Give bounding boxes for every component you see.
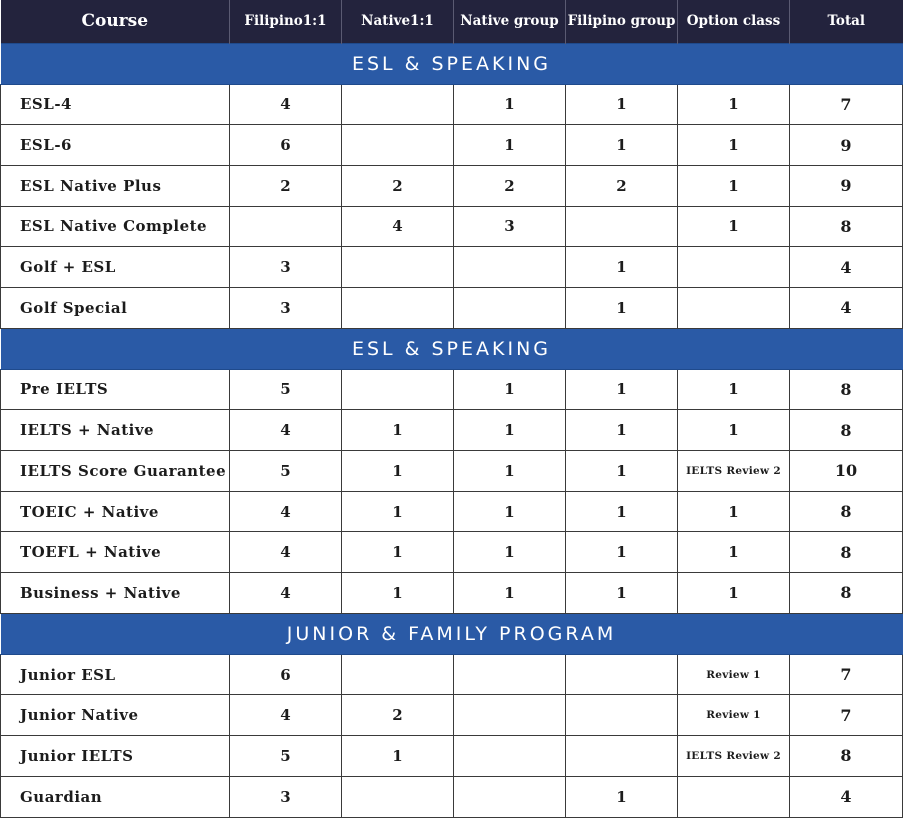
filipino-group-cell <box>566 654 678 695</box>
header-total: Total <box>790 0 903 43</box>
native-group-cell: 1 <box>454 125 566 166</box>
total-cell: 4 <box>790 247 903 288</box>
total-cell: 9 <box>790 125 903 166</box>
native-group-cell <box>454 654 566 695</box>
filipino-1-1-cell: 4 <box>230 84 342 125</box>
filipino-1-1-cell: 6 <box>230 654 342 695</box>
course-name: Golf Special <box>1 287 230 328</box>
header-filipino-1-1: Filipino1:1 <box>230 0 342 43</box>
native-group-cell: 1 <box>454 451 566 492</box>
table-row <box>1 247 903 288</box>
native-1-1-cell: 1 <box>342 410 454 451</box>
native-1-1-cell <box>342 654 454 695</box>
table-row <box>1 206 903 247</box>
total-cell: 9 <box>790 165 903 206</box>
table-row <box>1 369 903 410</box>
course-name: ESL-6 <box>1 125 230 166</box>
native-group-cell: 3 <box>454 206 566 247</box>
option-class-cell: Review 1 <box>678 695 790 736</box>
table-row <box>1 410 903 451</box>
option-class-cell <box>678 247 790 288</box>
filipino-1-1-cell: 3 <box>230 247 342 288</box>
filipino-1-1-cell: 4 <box>230 695 342 736</box>
option-class-cell: IELTS Review 2 <box>678 736 790 777</box>
course-name: Guardian <box>1 776 230 817</box>
native-1-1-cell: 1 <box>342 451 454 492</box>
filipino-group-cell: 1 <box>566 125 678 166</box>
option-class-cell <box>678 776 790 817</box>
header-option-class: Option class <box>678 0 790 43</box>
filipino-1-1-cell: 5 <box>230 369 342 410</box>
filipino-group-cell: 1 <box>566 776 678 817</box>
table-row <box>1 736 903 777</box>
course-name: IELTS + Native <box>1 410 230 451</box>
course-name: Pre IELTS <box>1 369 230 410</box>
filipino-group-cell <box>566 695 678 736</box>
table-row <box>1 695 903 736</box>
course-name: Junior Native <box>1 695 230 736</box>
section-title: ESL & SPEAKING <box>1 328 903 369</box>
native-group-cell <box>454 695 566 736</box>
table-row <box>1 125 903 166</box>
native-group-cell: 1 <box>454 491 566 532</box>
filipino-group-cell: 1 <box>566 369 678 410</box>
filipino-1-1-cell: 4 <box>230 532 342 573</box>
header-native-group: Native group <box>454 0 566 43</box>
header-course: Course <box>1 0 230 43</box>
total-cell: 7 <box>790 84 903 125</box>
filipino-1-1-cell: 5 <box>230 451 342 492</box>
table-row <box>1 451 903 492</box>
table-row <box>1 491 903 532</box>
filipino-group-cell: 1 <box>566 532 678 573</box>
course-name: IELTS Score Guarantee <box>1 451 230 492</box>
course-name: Golf + ESL <box>1 247 230 288</box>
option-class-cell <box>678 287 790 328</box>
table-row <box>1 532 903 573</box>
filipino-group-cell: 1 <box>566 287 678 328</box>
filipino-1-1-cell: 4 <box>230 410 342 451</box>
native-group-cell: 1 <box>454 369 566 410</box>
native-1-1-cell <box>342 369 454 410</box>
native-group-cell <box>454 247 566 288</box>
course-name: Junior ESL <box>1 654 230 695</box>
filipino-1-1-cell: 2 <box>230 165 342 206</box>
native-1-1-cell: 1 <box>342 573 454 614</box>
section-title: ESL & SPEAKING <box>1 43 903 84</box>
table-row <box>1 165 903 206</box>
option-class-cell: 1 <box>678 165 790 206</box>
course-name: ESL Native Complete <box>1 206 230 247</box>
filipino-1-1-cell: 4 <box>230 573 342 614</box>
native-group-cell <box>454 736 566 777</box>
native-group-cell <box>454 776 566 817</box>
total-cell: 7 <box>790 654 903 695</box>
course-name: Business + Native <box>1 573 230 614</box>
option-class-cell: 1 <box>678 125 790 166</box>
total-cell: 7 <box>790 695 903 736</box>
native-1-1-cell: 4 <box>342 206 454 247</box>
section-header-row <box>1 328 903 369</box>
table-row <box>1 776 903 817</box>
option-class-cell: 1 <box>678 206 790 247</box>
filipino-1-1-cell: 3 <box>230 776 342 817</box>
section-header-row <box>1 613 903 654</box>
option-class-cell: 1 <box>678 369 790 410</box>
table-row <box>1 573 903 614</box>
course-name: ESL Native Plus <box>1 165 230 206</box>
filipino-group-cell: 1 <box>566 84 678 125</box>
native-group-cell <box>454 287 566 328</box>
native-1-1-cell: 2 <box>342 165 454 206</box>
header-native-1-1: Native1:1 <box>342 0 454 43</box>
total-cell: 4 <box>790 776 903 817</box>
option-class-cell: 1 <box>678 573 790 614</box>
filipino-1-1-cell: 4 <box>230 491 342 532</box>
option-class-cell: 1 <box>678 410 790 451</box>
table-row <box>1 84 903 125</box>
native-1-1-cell: 1 <box>342 736 454 777</box>
total-cell: 10 <box>790 451 903 492</box>
course-name: TOEFL + Native <box>1 532 230 573</box>
option-class-cell: 1 <box>678 84 790 125</box>
table-header <box>1 0 903 43</box>
option-class-cell: IELTS Review 2 <box>678 451 790 492</box>
filipino-1-1-cell: 3 <box>230 287 342 328</box>
total-cell: 8 <box>790 206 903 247</box>
filipino-group-cell: 1 <box>566 573 678 614</box>
filipino-1-1-cell <box>230 206 342 247</box>
filipino-1-1-cell: 5 <box>230 736 342 777</box>
total-cell: 8 <box>790 736 903 777</box>
native-group-cell: 1 <box>454 410 566 451</box>
filipino-group-cell <box>566 206 678 247</box>
filipino-group-cell: 1 <box>566 247 678 288</box>
total-cell: 8 <box>790 491 903 532</box>
section-title: JUNIOR & FAMILY PROGRAM <box>1 613 903 654</box>
option-class-cell: 1 <box>678 491 790 532</box>
native-group-cell: 1 <box>454 532 566 573</box>
filipino-1-1-cell: 6 <box>230 125 342 166</box>
total-cell: 8 <box>790 532 903 573</box>
native-1-1-cell <box>342 84 454 125</box>
section-header-row <box>1 43 903 84</box>
total-cell: 4 <box>790 287 903 328</box>
table-body <box>1 43 903 817</box>
native-group-cell: 2 <box>454 165 566 206</box>
native-1-1-cell: 1 <box>342 491 454 532</box>
native-group-cell: 1 <box>454 573 566 614</box>
course-name: ESL-4 <box>1 84 230 125</box>
course-name: Junior IELTS <box>1 736 230 777</box>
filipino-group-cell: 1 <box>566 410 678 451</box>
table-row <box>1 287 903 328</box>
filipino-group-cell: 1 <box>566 451 678 492</box>
total-cell: 8 <box>790 410 903 451</box>
native-1-1-cell <box>342 287 454 328</box>
native-group-cell: 1 <box>454 84 566 125</box>
filipino-group-cell: 2 <box>566 165 678 206</box>
total-cell: 8 <box>790 573 903 614</box>
option-class-cell: 1 <box>678 532 790 573</box>
filipino-group-cell: 1 <box>566 491 678 532</box>
course-name: TOEIC + Native <box>1 491 230 532</box>
table-row <box>1 654 903 695</box>
native-1-1-cell <box>342 247 454 288</box>
native-1-1-cell <box>342 776 454 817</box>
native-1-1-cell: 1 <box>342 532 454 573</box>
filipino-group-cell <box>566 736 678 777</box>
header-filipino-group: Filipino group <box>566 0 678 43</box>
option-class-cell: Review 1 <box>678 654 790 695</box>
total-cell: 8 <box>790 369 903 410</box>
native-1-1-cell: 2 <box>342 695 454 736</box>
native-1-1-cell <box>342 125 454 166</box>
